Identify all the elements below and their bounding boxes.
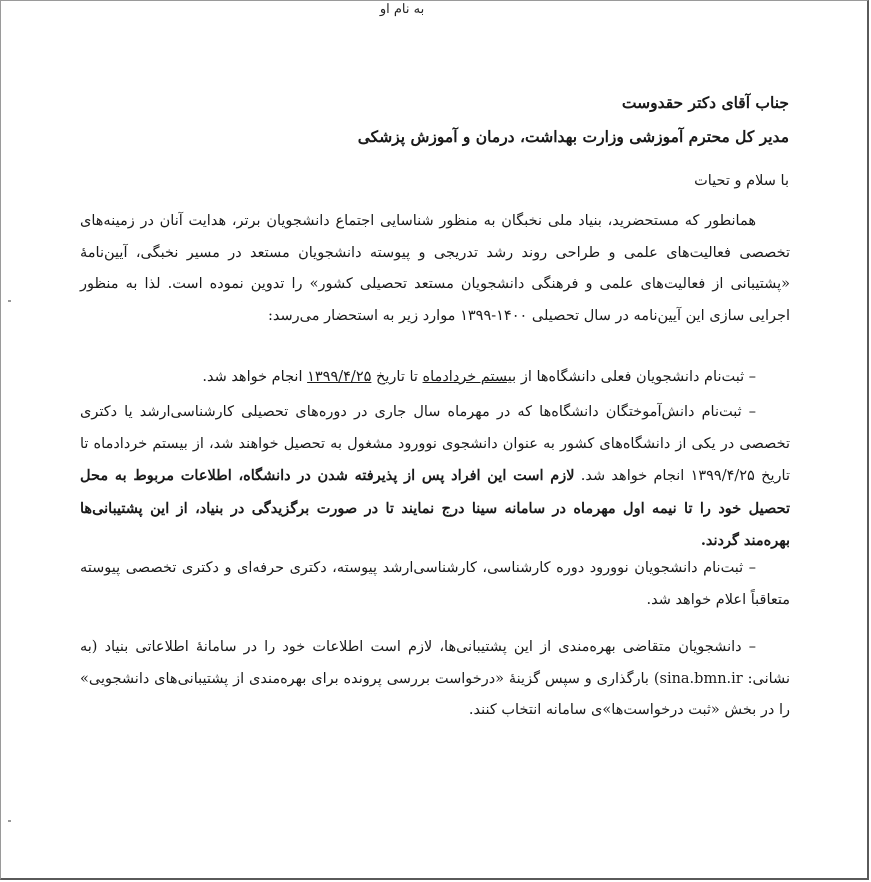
intro-paragraph: همانطور که مستحضرید، بنیاد ملی نخبگان به منظور شناسایی اجتماع دانشجویان برتر، هدایت آنان در زمینه‌های تخصصی فعالیت‌های علمی و طراحی روند رشد تدریجی و پیوسته دانشجویان مستعد در مسیر نخبگی، آیین‌نامهٔ «پشتیبانی از فعالیت‌های علمی و فرهنگی دانشجویان مستعد تحصیلی کشور» را تدوین نموده است. لذا به منظور اجرایی سازی این آیین‌نامه در سال تحصیلی ۱۴۰۰-۱۳۹۹ موارد زیر به استحضار می‌رسد:: [80, 213, 790, 324]
item-3-paragraph: – ثبت‌نام دانشجویان نوورود دوره کارشناسی، کارشناسی‌ارشد پیوسته، دکتری حرفه‌ای و دکتری تخصصی پیوسته متعاقباً اعلام خواهد شد.: [80, 560, 790, 608]
item-1-text: انجام خواهد شد.: [202, 369, 308, 385]
scan-mark: [8, 300, 11, 302]
salutation: با سلام و تحیات: [694, 173, 789, 189]
item-1-date-to: ۱۳۹۹/۴/۲۵: [307, 369, 372, 385]
item-1-date-from: بیستم خرداد‌ماه: [422, 369, 517, 385]
item-4-paragraph: – دانشجویان متقاضی بهره‌مندی از این پشتیبانی‌ها، لازم است اطلاعات خود را در سامانهٔ اطلاعاتی بنیاد (به نشانی: sina.bmn.ir) بارگذاری و سپس گزینهٔ «درخواست بررسی پرونده برای بهره‌مندی از پشتیبانی‌های دانشجویی» را در بخش «ثبت درخواست‌ها»ی سامانه انتخاب کنند.: [80, 639, 790, 718]
item-2-text: – ثبت‌نام دانش‌آموختگان دانشگاه‌ها که در مهرماه سال جاری در دوره‌های تحصیلی کارشناسی‌ارشد یا دکتری تخصصی در یکی از دانشگاه‌های کشور به عنوان دانشجوی نوورود مشغول به تحصیل خواهند شد، از بیستم خردادماه تا تاریخ ۱۳۹۹/۴/۲۵ انجام خواهد شد.: [80, 404, 790, 484]
scan-mark: [8, 820, 11, 822]
recipient-title: مدیر کل محترم آموزشی وزارت بهداشت، درمان و آموزش پزشکی: [357, 127, 789, 146]
recipient-name: جناب آقای دکتر حقدوست: [621, 93, 789, 112]
item-2-paragraph: [80, 397, 790, 558]
item-1-paragraph: [80, 362, 790, 394]
bismillah-heading: به نام او: [379, 2, 425, 17]
item-2-bold-note: لازم است این افراد پس از پذیرفته شدن در دانشگاه، اطلاعات مربوط به محل تحصیل خود را تا نیمه اول مهرماه در سامانه سینا درج نمایند تا در صورت برگزیدگی در بنیاد، از این پشتیبانی‌ها بهره‌مند گردند.: [80, 467, 790, 549]
item-1-text: تا تاریخ: [371, 369, 423, 385]
item-1-text: – ثبت‌نام دانشجویان فعلی دانشگاه‌ها از: [516, 369, 756, 385]
